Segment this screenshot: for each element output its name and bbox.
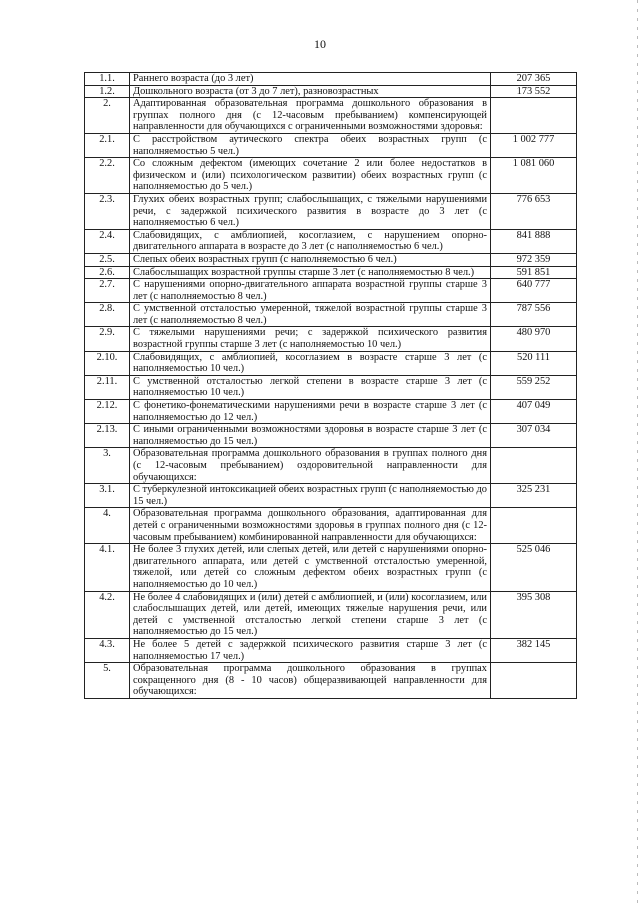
row-number: 2.8. <box>85 303 130 327</box>
row-value <box>491 448 577 484</box>
row-number: 2. <box>85 98 130 134</box>
row-value: 776 653 <box>491 193 577 229</box>
table-row <box>85 193 577 229</box>
table-row <box>85 638 577 662</box>
table-row <box>85 133 577 157</box>
table-row <box>85 351 577 375</box>
row-number: 2.11. <box>85 375 130 399</box>
row-number: 4.3. <box>85 638 130 662</box>
table-row <box>85 327 577 351</box>
table-row <box>85 591 577 638</box>
row-value <box>491 508 577 544</box>
row-value: 520 111 <box>491 351 577 375</box>
table-row <box>85 508 577 544</box>
row-description: С фонетико-фонематическими нарушениями речи в возрасте старше 3 лет (с наполняемостью до 12 чел.) <box>130 400 491 424</box>
row-description: Образовательная программа дошкольного образования в группах сокращенного дня (8 - 10 часов) общеразвивающей направленности для обучающихся: <box>130 663 491 699</box>
row-number: 3.1. <box>85 484 130 508</box>
table-row <box>85 303 577 327</box>
table-row <box>85 400 577 424</box>
page-number: 10 <box>314 37 326 51</box>
row-number: 2.12. <box>85 400 130 424</box>
row-description: С нарушениями опорно-двигательного аппарата возрастной группы старше 3 лет (с наполняемостью 8 чел.) <box>130 279 491 303</box>
table-row <box>85 375 577 399</box>
row-number: 1.1. <box>85 73 130 86</box>
table-row <box>85 544 577 591</box>
row-value: 972 359 <box>491 253 577 266</box>
row-value: 559 252 <box>491 375 577 399</box>
row-value: 787 556 <box>491 303 577 327</box>
table-row <box>85 424 577 448</box>
table-row <box>85 253 577 266</box>
row-number: 2.13. <box>85 424 130 448</box>
row-number: 1.2. <box>85 85 130 98</box>
row-number: 5. <box>85 663 130 699</box>
row-value <box>491 663 577 699</box>
row-description: Образовательная программа дошкольного образования в группах полного дня (с 12-часовым пребыванием) оздоровительной направленности для обучающихся: <box>130 448 491 484</box>
cost-table <box>84 72 577 699</box>
row-number: 2.9. <box>85 327 130 351</box>
row-number: 4.1. <box>85 544 130 591</box>
row-value: 395 308 <box>491 591 577 638</box>
row-number: 2.5. <box>85 253 130 266</box>
row-description: Слабовидящих, с амблиопией, косоглазием в возрасте старше 3 лет (с наполняемостью 10 чел.) <box>130 351 491 375</box>
table-row <box>85 279 577 303</box>
row-description: Раннего возраста (до 3 лет) <box>130 73 491 86</box>
row-description: С расстройством аутического спектра обеих возрастных групп (с наполняемостью 5 чел.) <box>130 133 491 157</box>
row-value: 1 081 060 <box>491 158 577 194</box>
row-value: 307 034 <box>491 424 577 448</box>
row-value: 591 851 <box>491 266 577 279</box>
row-description: Глухих обеих возрастных групп; слабослышащих, с тяжелыми нарушениями речи, с задержкой психического развития в возрасте до 3 лет (с наполняемостью 6 чел.) <box>130 193 491 229</box>
row-description: С тяжелыми нарушениями речи; с задержкой психического развития возрастной группы старше 3 лет (с наполняемостью 10 чел.) <box>130 327 491 351</box>
row-value: 407 049 <box>491 400 577 424</box>
row-number: 2.2. <box>85 158 130 194</box>
table-row <box>85 158 577 194</box>
row-description: Образовательная программа дошкольного образования, адаптированная для детей с ограниченными возможностями здоровья в группах полного дня (с 12-часовым пребыванием) комбинированной направленности для обучающихся: <box>130 508 491 544</box>
row-description: Слепых обеих возрастных групп (с наполняемостью 6 чел.) <box>130 253 491 266</box>
table-row <box>85 448 577 484</box>
table-row <box>85 98 577 134</box>
row-value: 480 970 <box>491 327 577 351</box>
table-row <box>85 85 577 98</box>
row-number: 2.10. <box>85 351 130 375</box>
row-number: 2.1. <box>85 133 130 157</box>
table-row <box>85 663 577 699</box>
row-number: 2.4. <box>85 229 130 253</box>
row-value: 640 777 <box>491 279 577 303</box>
row-number: 2.6. <box>85 266 130 279</box>
row-number: 4. <box>85 508 130 544</box>
row-number: 2.3. <box>85 193 130 229</box>
scan-edge-mark <box>637 0 638 905</box>
row-description: Слабовидящих, с амблиопией, косоглазием, с нарушением опорно-двигательного аппарата в возрасте до 3 лет (с наполняемостью 6 чел.) <box>130 229 491 253</box>
row-description: С иными ограниченными возможностями здоровья в возрасте старше 3 лет (с наполняемостью до 15 чел.) <box>130 424 491 448</box>
row-description: Не более 4 слабовидящих и (или) детей с амблиопией, и (или) косоглазием, или слабослышащих детей, или детей, имеющих тяжелые нарушения речи, или детей с умственной отсталостью легкой степени старше 3 лет (с наполняемостью до 15 чел.) <box>130 591 491 638</box>
row-value: 207 365 <box>491 73 577 86</box>
row-number: 2.7. <box>85 279 130 303</box>
row-value: 382 145 <box>491 638 577 662</box>
row-description: Со сложным дефектом (имеющих сочетание 2 или более недостатков в физическом и (или) психологическом развитии) обеих возрастных групп (с наполняемостью до 5 чел.) <box>130 158 491 194</box>
row-number: 4.2. <box>85 591 130 638</box>
row-description: С туберкулезной интоксикацией обеих возрастных групп (с наполняемостью до 15 чел.) <box>130 484 491 508</box>
row-description: Не более 5 детей с задержкой психического развития старше 3 лет (с наполняемостью 17 чел.) <box>130 638 491 662</box>
cost-table-body <box>85 73 577 699</box>
row-value: 173 552 <box>491 85 577 98</box>
row-description: С умственной отсталостью легкой степени в возрасте старше 3 лет (с наполняемостью 10 чел.) <box>130 375 491 399</box>
row-description: Не более 3 глухих детей, или слепых детей, или детей с нарушениями опорно-двигательного аппарата, или детей с умственной отсталостью умеренной, тяжелой, или детей со сложным дефектом обеих возрастных групп (с наполняемостью до 10 чел.) <box>130 544 491 591</box>
table-row <box>85 229 577 253</box>
row-number: 3. <box>85 448 130 484</box>
table-row <box>85 266 577 279</box>
row-description: Дошкольного возраста (от 3 до 7 лет), разновозрастных <box>130 85 491 98</box>
row-value: 525 046 <box>491 544 577 591</box>
row-description: Адаптированная образовательная программа дошкольного образования в группах полного дня (с 12-часовым пребыванием) компенсирующей направленности для обучающихся с ограниченными возможностями здоровья: <box>130 98 491 134</box>
row-value <box>491 98 577 134</box>
row-value: 325 231 <box>491 484 577 508</box>
table-row <box>85 73 577 86</box>
row-value: 841 888 <box>491 229 577 253</box>
row-description: Слабослышащих возрастной группы старше 3 лет (с наполняемостью 8 чел.) <box>130 266 491 279</box>
row-description: С умственной отсталостью умеренной, тяжелой возрастной группы старше 3 лет (с наполняемостью 8 чел.) <box>130 303 491 327</box>
row-value: 1 002 777 <box>491 133 577 157</box>
table-row <box>85 484 577 508</box>
